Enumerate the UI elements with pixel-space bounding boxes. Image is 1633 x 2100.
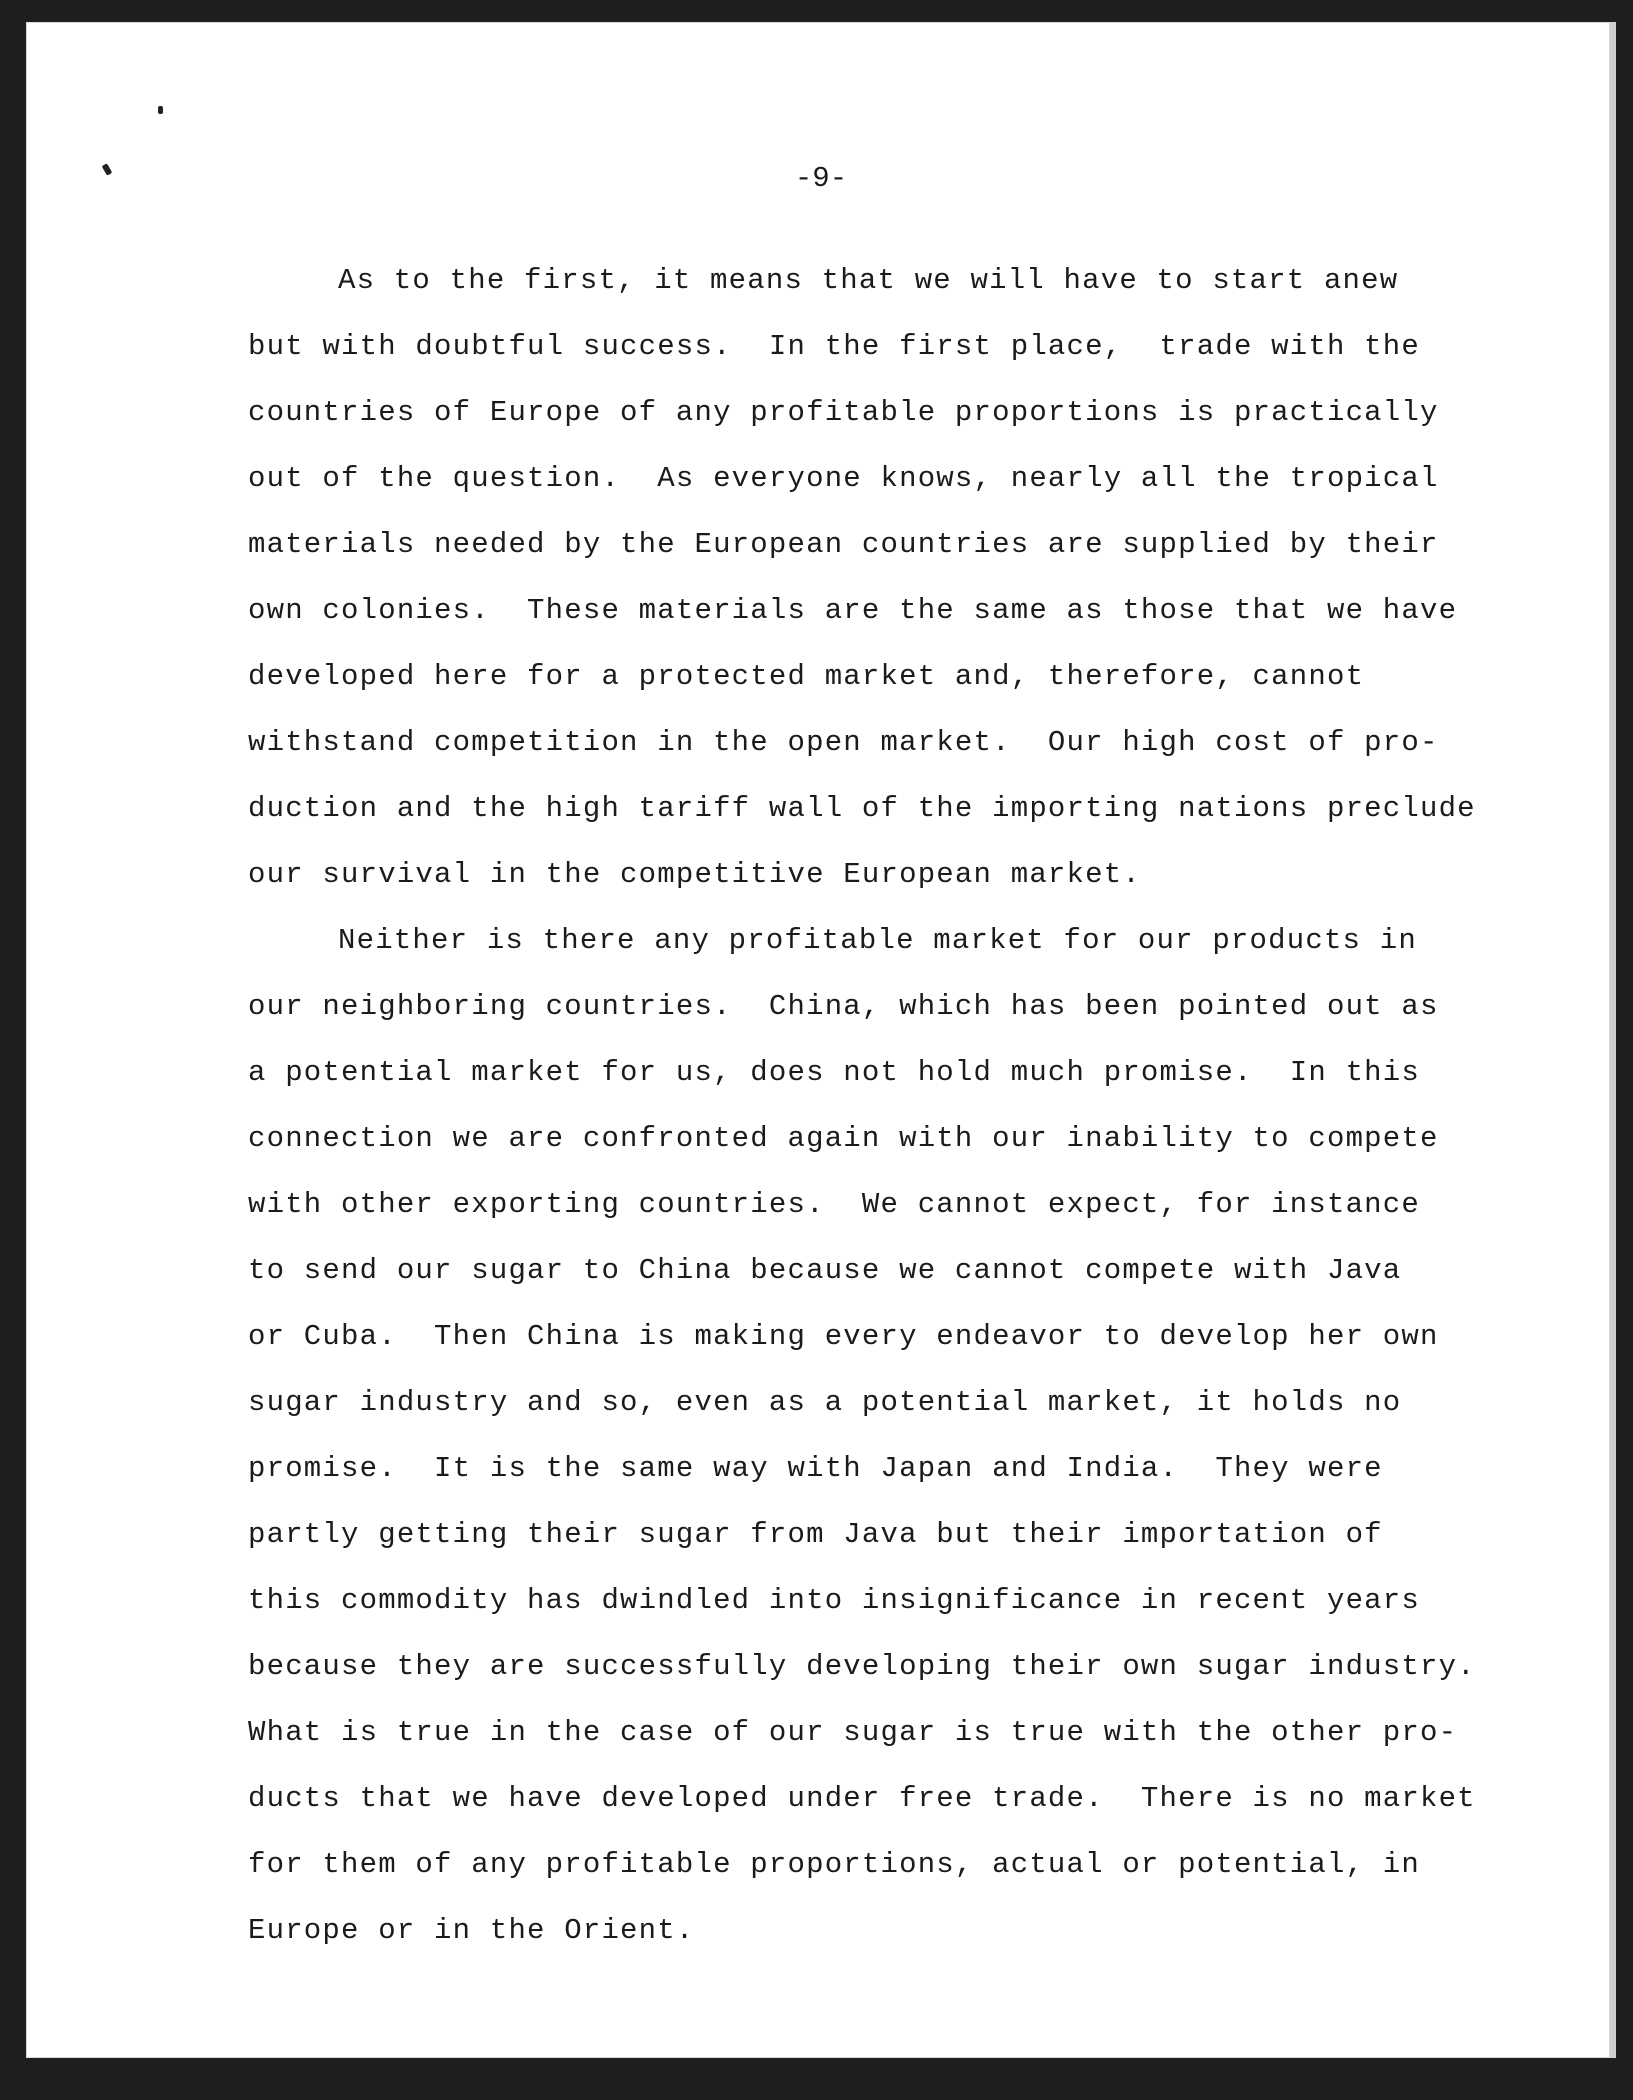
text-line: withstand competition in the open market. Our high cost of pro-: [248, 726, 1439, 759]
text-line: countries of Europe of any profitable proportions is practically: [248, 396, 1439, 429]
document-page: [26, 22, 1610, 2058]
text-line: a potential market for us, does not hold much promise. In this: [248, 1056, 1420, 1089]
text-line: own colonies. These materials are the same as those that we have: [248, 594, 1458, 627]
text-line: but with doubtful success. In the first place, trade with the: [248, 330, 1420, 363]
margin-mark: [158, 106, 163, 114]
text-line: Europe or in the Orient.: [248, 1914, 695, 1947]
text-line: or Cuba. Then China is making every endeavor to develop her own: [248, 1320, 1439, 1353]
text-line: As to the first, it means that we will have to start anew: [338, 264, 1399, 297]
text-line: because they are successfully developing their own sugar industry.: [248, 1650, 1476, 1683]
page-number: -9-: [794, 162, 848, 195]
text-line: out of the question. As everyone knows, nearly all the tropical: [248, 462, 1439, 495]
paragraph: [248, 908, 1488, 1964]
text-line: our survival in the competitive European market.: [248, 858, 1141, 891]
text-line: materials needed by the European countries are supplied by their: [248, 528, 1439, 561]
paragraph: [248, 248, 1488, 908]
text-line: to send our sugar to China because we cannot compete with Java: [248, 1254, 1402, 1287]
text-line: this commodity has dwindled into insignificance in recent years: [248, 1584, 1420, 1617]
text-line: for them of any profitable proportions, actual or potential, in: [248, 1848, 1420, 1881]
text-line: developed here for a protected market and, therefore, cannot: [248, 660, 1365, 693]
text-line: duction and the high tariff wall of the importing nations preclude: [248, 792, 1476, 825]
text-line: promise. It is the same way with Japan and India. They were: [248, 1452, 1383, 1485]
body-text: [248, 248, 1488, 1964]
text-line: our neighboring countries. China, which has been pointed out as: [248, 990, 1439, 1023]
text-line: ducts that we have developed under free trade. There is no market: [248, 1782, 1476, 1815]
text-line: sugar industry and so, even as a potential market, it holds no: [248, 1386, 1402, 1419]
text-line: Neither is there any profitable market for our products in: [338, 924, 1417, 957]
text-line: partly getting their sugar from Java but their importation of: [248, 1518, 1383, 1551]
text-line: What is true in the case of our sugar is true with the other pro-: [248, 1716, 1458, 1749]
page-edge: [1610, 22, 1616, 2058]
text-line: connection we are confronted again with our inability to compete: [248, 1122, 1439, 1155]
text-line: with other exporting countries. We cannot expect, for instance: [248, 1188, 1420, 1221]
